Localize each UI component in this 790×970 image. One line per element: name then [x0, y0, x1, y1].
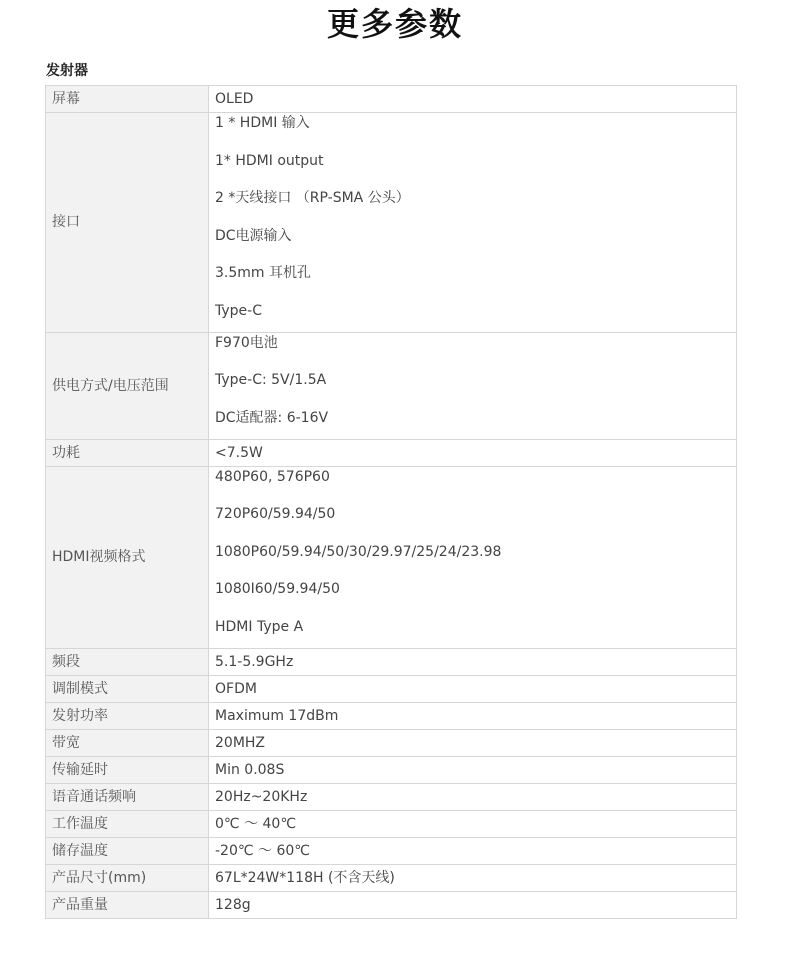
spec-label-cell — [46, 810, 209, 837]
spec-label-cell — [46, 702, 209, 729]
spec-value: 1080P60/59.94/50/30/29.97/25/24/23.98 — [215, 543, 502, 560]
table-row — [46, 332, 737, 439]
spec-label: 工作温度 — [52, 815, 108, 832]
spec-value: 2 *天线接口 （RP-SMA 公头） — [215, 190, 410, 206]
spec-value: 0℃ ～ 40℃ — [215, 815, 297, 832]
spec-value-cell — [209, 783, 737, 810]
spec-label: 功耗 — [52, 444, 80, 461]
spec-label-cell — [46, 648, 209, 675]
table-row — [46, 86, 737, 113]
spec-value: DC适配器: 6-16V — [215, 409, 329, 426]
spec-value: 1080I60/59.94/50 — [215, 581, 340, 597]
spec-value: OFDM — [215, 680, 257, 697]
spec-label-cell — [46, 837, 209, 864]
spec-value-cell — [209, 756, 737, 783]
spec-value: Min 0.08S — [215, 761, 285, 778]
table-row — [46, 648, 737, 675]
spec-value: Maximum 17dBm — [215, 707, 339, 724]
table-row — [46, 891, 737, 918]
spec-value-cell — [209, 864, 737, 891]
spec-value-cell — [209, 702, 737, 729]
spec-value: 720P60/59.94/50 — [215, 506, 336, 522]
spec-label: 供电方式/电压范围 — [52, 377, 169, 394]
spec-label: 接口 — [52, 214, 80, 231]
spec-label: 语音通话频响 — [52, 788, 136, 805]
spec-label-cell — [46, 113, 209, 333]
spec-label: 屏幕 — [52, 91, 80, 107]
spec-value: HDMI Type A — [215, 618, 304, 635]
spec-label: 产品尺寸(mm) — [52, 869, 147, 886]
spec-value: 1 * HDMI 输入 — [215, 115, 310, 131]
spec-label: 发射功率 — [52, 707, 108, 724]
spec-label: HDMI视频格式 — [52, 549, 146, 565]
spec-label-cell — [46, 729, 209, 756]
spec-value-cell — [209, 466, 737, 648]
spec-label-cell — [46, 675, 209, 702]
spec-value: 128g — [215, 896, 251, 913]
table-row — [46, 466, 737, 648]
spec-value: F970电池 — [215, 334, 278, 351]
spec-value: 1* HDMI output — [215, 152, 324, 169]
spec-value-cell — [209, 86, 737, 113]
table-row — [46, 729, 737, 756]
table-row — [46, 810, 737, 837]
spec-label: 频段 — [52, 653, 80, 670]
spec-value: 20MHZ — [215, 734, 266, 751]
spec-label-cell — [46, 756, 209, 783]
spec-value-cell — [209, 729, 737, 756]
table-row — [46, 113, 737, 333]
spec-value: DC电源输入 — [215, 227, 292, 244]
spec-label: 带宽 — [52, 734, 80, 751]
table-row — [46, 783, 737, 810]
spec-value: <7.5W — [215, 444, 263, 461]
spec-label-cell — [46, 864, 209, 891]
spec-label: 调制模式 — [52, 680, 108, 697]
spec-value-cell — [209, 675, 737, 702]
table-row — [46, 864, 737, 891]
spec-value: OLED — [215, 91, 254, 107]
spec-value-cell — [209, 891, 737, 918]
table-row — [46, 675, 737, 702]
spec-label-cell — [46, 891, 209, 918]
spec-label: 储存温度 — [52, 842, 108, 859]
page-title: 更多参数 — [326, 5, 463, 43]
spec-value: 5.1-5.9GHz — [215, 653, 294, 670]
spec-value: -20℃ ～ 60℃ — [215, 842, 311, 859]
spec-label-cell — [46, 332, 209, 439]
spec-table — [45, 85, 737, 919]
spec-value: Type-C: 5V/1.5A — [215, 372, 327, 388]
spec-label-cell — [46, 86, 209, 113]
spec-value-cell — [209, 810, 737, 837]
spec-value: Type-C — [215, 302, 262, 319]
spec-label: 传输延时 — [52, 761, 108, 778]
table-row — [46, 702, 737, 729]
spec-value: 20Hz~20KHz — [215, 788, 308, 805]
section-heading: 发射器 — [46, 63, 88, 79]
spec-value-cell — [209, 837, 737, 864]
table-row — [46, 756, 737, 783]
spec-label-cell — [46, 783, 209, 810]
spec-label-cell — [46, 439, 209, 466]
table-row — [46, 837, 737, 864]
spec-label-cell — [46, 466, 209, 648]
spec-value-cell — [209, 648, 737, 675]
spec-label: 产品重量 — [52, 896, 108, 913]
spec-value-cell — [209, 439, 737, 466]
spec-value-cell — [209, 113, 737, 333]
spec-value: 67L*24W*118H (不含天线) — [215, 869, 395, 886]
spec-value-cell — [209, 332, 737, 439]
spec-value: 3.5mm 耳机孔 — [215, 265, 311, 281]
spec-value: 480P60, 576P60 — [215, 468, 330, 485]
table-row — [46, 439, 737, 466]
spec-table-body — [46, 86, 737, 919]
